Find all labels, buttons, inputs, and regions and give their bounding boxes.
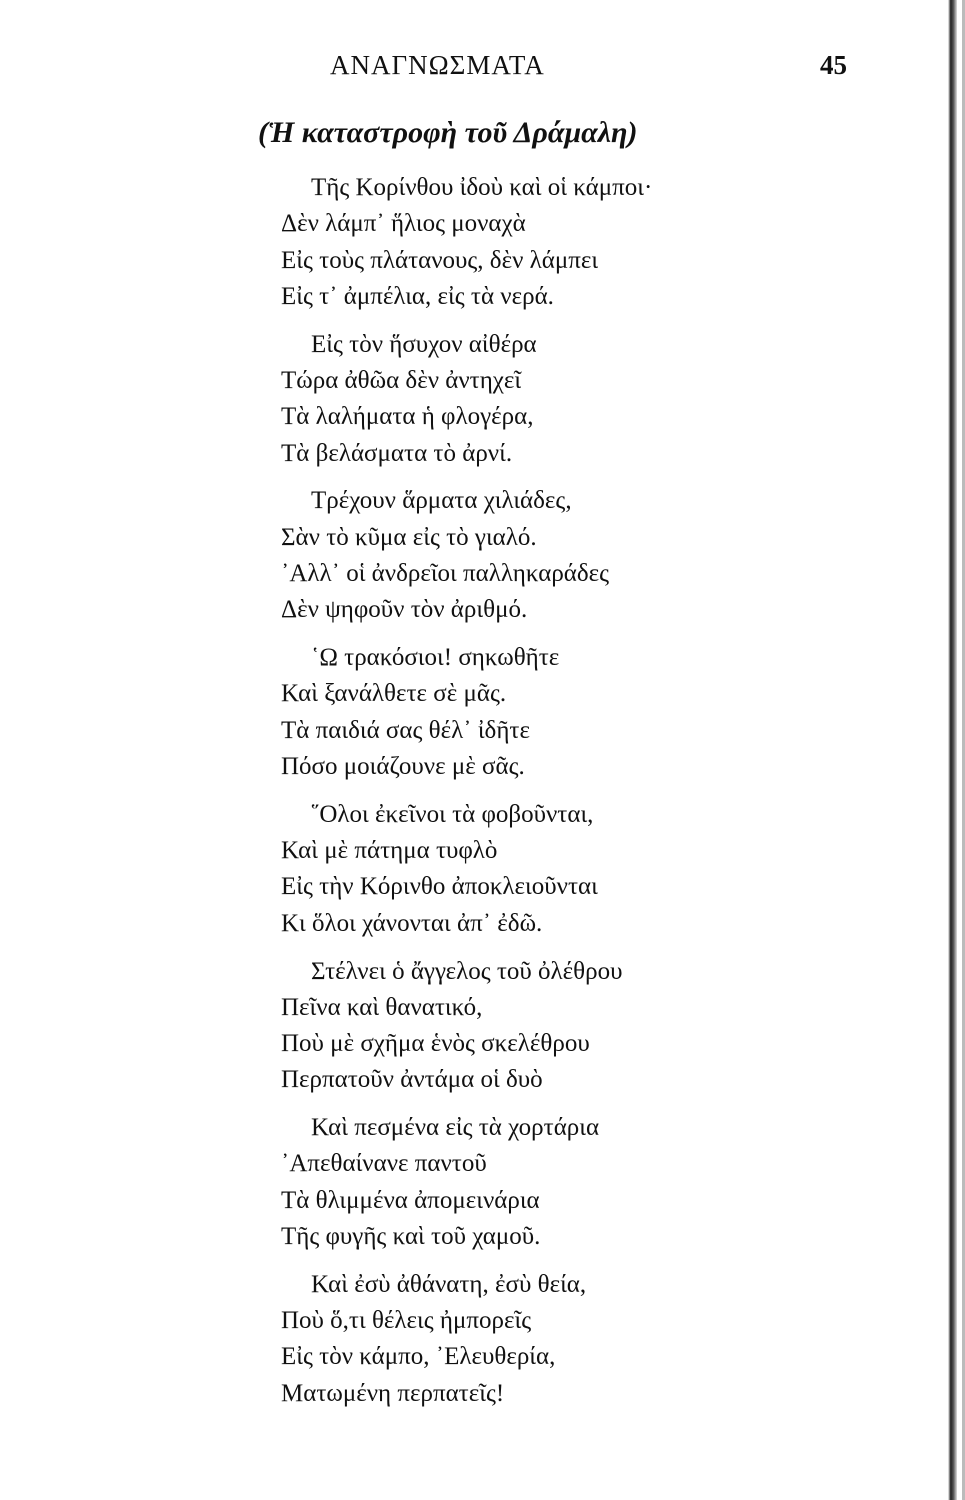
poem-line: Ποὺ μὲ σχῆμα ἑνὸς σκελέθρου [281,1030,590,1058]
poem-line: Τὰ παιδιά σας θέλ᾽ ἰδῆτε [281,716,530,744]
poem-line: Περπατοῦν ἀντάμα οἱ δυὸ [281,1066,543,1094]
poem-line: ῾Ω τρακόσιοι! σηκωθῆτε [311,644,560,672]
poem-line: Ποὺ ὅ,τι θέλεις ἠμπορεῖς [281,1307,532,1335]
poem-line: Πόσο μοιάζουνε μὲ σᾶς. [281,752,525,780]
poem-line: Καὶ ξανάλθετε σὲ μᾶς. [281,680,507,708]
poem-line: Τὰ λαλήματα ἡ φλογέρα, [281,403,534,431]
poem-line: Εἰς τὴν Κόρινθο ἀποκλειοῦνται [281,873,598,901]
page-number: 45 [820,50,847,80]
poem-line: Πεῖνα καὶ θανατικό, [281,993,483,1021]
poem-line: Τρέχουν ἅρματα χιλιάδες, [311,487,572,515]
poem-line: Σὰν τὸ κῦμα εἰς τὸ γιαλό. [281,523,537,551]
poem-line: Καὶ ἐσὺ ἀθάνατη, ἐσὺ θεία, [311,1270,587,1298]
poem-line: Ματωμένη περπατεῖς! [281,1379,505,1407]
page-edge-shadow [948,0,957,1500]
poem-line: Τῆς φυγῆς καὶ τοῦ χαμοῦ. [281,1223,541,1251]
poem-title: (Ἡ καταστροφὴ τοῦ Δράμαλη) [258,116,638,149]
running-header [0,50,965,90]
poem-line: Κι ὅλοι χάνονται ἀπ᾽ ἐδῶ. [281,909,543,937]
poem-line: Δὲν ψηφοῦν τὸν ἀριθμό. [281,596,528,624]
poem-line: ᾽Αλλ᾽ οἱ ἀνδρεῖοι παλληκαράδες [281,559,610,587]
poem-line: Εἰς τὸν ἥσυχον αἰθέρα [311,330,537,358]
poem-line: Τὰ βελάσματα τὸ ἀρνί. [281,439,513,467]
running-title: ΑΝΑΓΝΩΣΜΑΤΑ [330,50,545,80]
poem-line: Τὰ θλιμμένα ἀπομεινάρια [281,1186,540,1214]
poem-line: ᾽Απεθαίνανε παντοῦ [281,1150,487,1178]
poem-line: Τώρα ἀθῶα δὲν ἀντηχεῖ [281,366,522,394]
poem-line: Εἰς τὸν κάμπο, ᾽Ελευθερία, [281,1343,556,1371]
poem-line: Τῆς Κορίνθου ἰδοὺ καὶ οἱ κάμποι· [311,174,653,201]
poem-line: ῞Ολοι ἐκεῖνοι τὰ φοβοῦνται, [311,800,594,828]
poem-line: Εἰς τ᾽ ἀμπέλια, εἰς τὰ νερά. [281,282,554,310]
poem-line: Καὶ πεσμένα εἰς τὰ χορτάρια [311,1114,600,1142]
poem-line: Δὲν λάμπ᾽ ἥλιος μοναχὰ [281,210,526,238]
poem-line: Στέλνει ὁ ἄγγελος τοῦ ὀλέθρου [311,957,623,985]
poem-line: Καὶ μὲ πάτημα τυφλὸ [281,837,498,865]
poem-line: Εἰς τοὺς πλάτανους, δὲν λάμπει [281,246,599,274]
